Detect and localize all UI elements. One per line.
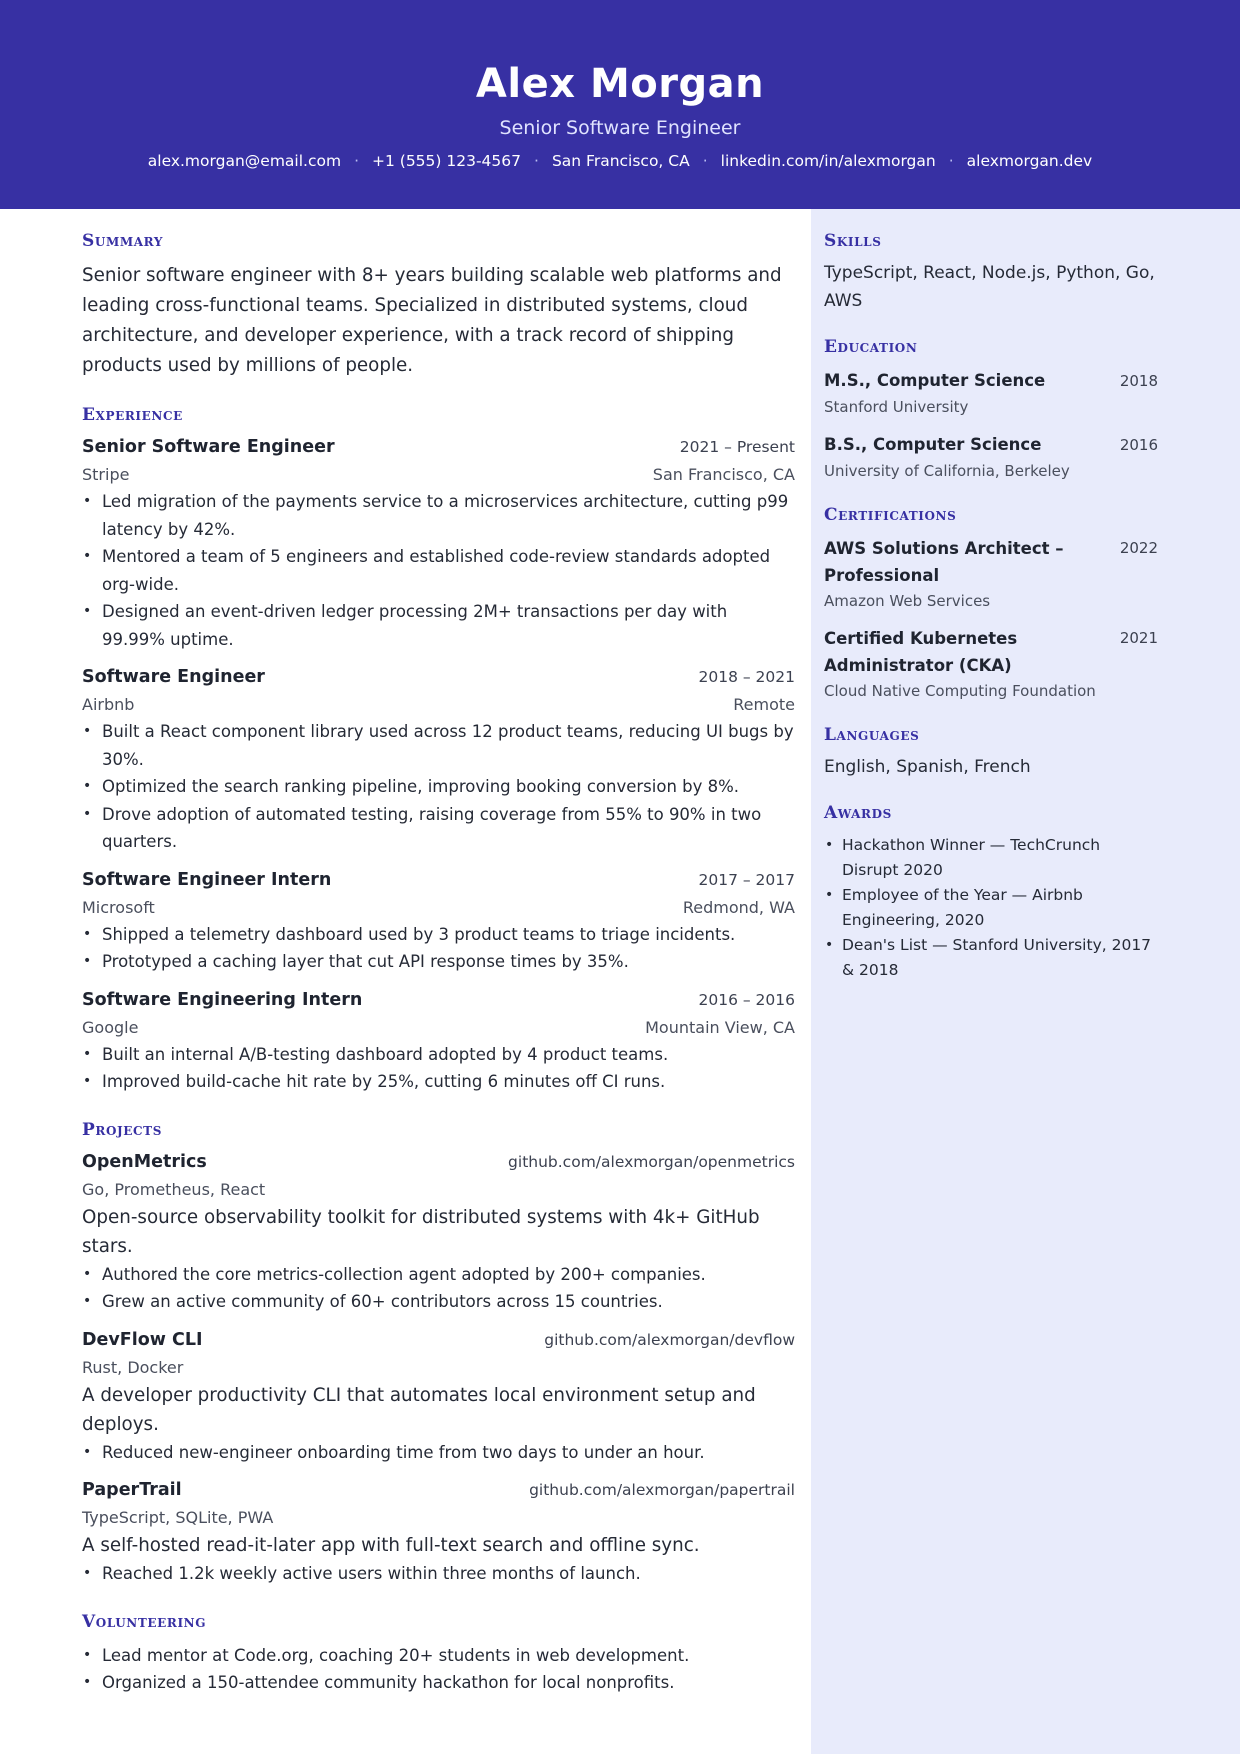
bullet-item: • Mentored a team of 5 engineers and established code-review standards adopted org-wide. (82, 543, 795, 598)
languages-text: English, Spanish, French (824, 757, 1031, 777)
languages-heading: Languages (824, 725, 920, 745)
education-school: Stanford University (824, 398, 969, 416)
job-role: Software Engineer Intern (82, 869, 332, 890)
certification-issuer: Cloud Native Computing Foundation (824, 682, 1096, 700)
job-bullets (82, 718, 795, 856)
award-item: • Employee of the Year — Airbnb Engineering, 2020 (824, 883, 1158, 933)
award-item: • Dean's List — Stanford University, 2017 & 2018 (824, 933, 1158, 983)
education-school: University of California, Berkeley (824, 462, 1070, 480)
separator-dot: · (354, 152, 359, 170)
awards-list (824, 833, 1158, 983)
bullet-item: • Authored the core metrics-collection agent adopted by 200+ companies. (82, 1261, 795, 1289)
contact-linkedin[interactable]: linkedin.com/in/alexmorgan (720, 152, 936, 170)
contact-line (0, 150, 1240, 172)
bullet-item: • Shipped a telemetry dashboard used by 3 product teams to triage incidents. (82, 921, 795, 949)
education-year: 2018 (1119, 372, 1158, 390)
separator-dot: · (948, 152, 954, 170)
bullet-item: • Prototyped a caching layer that cut API response times by 35%. (82, 948, 795, 976)
project-name: DevFlow CLI (82, 1329, 203, 1350)
project-description: A self-hosted read-it-later app with full-text search and offline sync. (82, 1535, 700, 1556)
job-location: San Francisco, CA (652, 465, 795, 484)
certification-name: Certified Kubernetes Administrator (CKA) (824, 629, 1018, 675)
bullet-item: • Grew an active community of 60+ contributors across 15 countries. (82, 1288, 795, 1316)
projects-heading: Projects (82, 1119, 162, 1140)
job-entry (82, 433, 795, 653)
bullet-item: • Drove adoption of automated testing, raising coverage from 55% to 90% in two quarters. (82, 801, 795, 856)
bullet-item: • Built a React component library used across 12 product teams, reducing UI bugs by 30%. (82, 718, 795, 773)
separator-dot: · (702, 152, 708, 170)
bullet-item: • Led migration of the payments service to a microservices architecture, cutting p99 latency by 42%. (82, 488, 795, 543)
education-entry (824, 431, 1158, 483)
project-stack: TypeScript, SQLite, PWA (82, 1508, 274, 1527)
job-company: Microsoft (82, 897, 155, 917)
bullet-item: • Reduced new-engineer onboarding time from two days to under an hour. (82, 1439, 795, 1467)
certification-name: AWS Solutions Architect – Professional (824, 539, 1064, 585)
separator-dot: · (534, 152, 539, 170)
project-entry (82, 1148, 795, 1316)
job-entry (82, 986, 795, 1096)
project-entry (82, 1476, 795, 1588)
sidebar-column (824, 229, 1158, 983)
job-dates: 2017 – 2017 (698, 870, 795, 889)
education-year: 2016 (1119, 436, 1158, 454)
bullet-item: • Lead mentor at Code.org, coaching 20+ students in web development. (82, 1642, 795, 1670)
job-company: Google (82, 1017, 139, 1037)
certification-entry (824, 535, 1158, 613)
main-column (82, 229, 795, 1697)
bullet-item: • Organized a 150-attendee community hackathon for local nonprofits. (82, 1669, 795, 1697)
awards-heading: Awards (824, 803, 892, 823)
job-location: Redmond, WA (682, 897, 795, 917)
certification-year: 2022 (1119, 539, 1158, 557)
project-name: OpenMetrics (82, 1151, 207, 1172)
certification-entry (824, 625, 1158, 703)
job-company: Stripe (82, 465, 130, 484)
job-dates: 2018 – 2021 (698, 668, 795, 686)
project-bullets (82, 1439, 795, 1467)
project-description: Open-source observability toolkit for distributed systems with 4k+ GitHub stars. (82, 1206, 760, 1257)
candidate-name: Alex Morgan (475, 61, 765, 107)
bullet-item: • Designed an event-driven ledger processing 2M+ transactions per day with 99.99% uptime. (82, 598, 795, 653)
project-bullets (82, 1261, 795, 1316)
certifications-heading: Certifications (824, 505, 957, 525)
project-link[interactable]: github.com/alexmorgan/openmetrics (508, 1152, 795, 1171)
contact-location: San Francisco, CA (551, 152, 690, 170)
summary-text: Senior software engineer with 8+ years building scalable web platforms and leading cross-functional teams. Specialized in distributed systems, cloud architecture, and developer experience, with a track record of shipping products used by millions of people. (82, 265, 782, 376)
contact-website[interactable]: alexmorgan.dev (966, 152, 1093, 170)
project-stack: Go, Prometheus, React (82, 1179, 266, 1199)
project-link[interactable]: github.com/alexmorgan/papertrail (529, 1481, 795, 1499)
experience-heading: Experience (82, 405, 183, 425)
job-location: Remote (733, 695, 795, 714)
project-description: A developer productivity CLI that automates local environment setup and deploys. (82, 1384, 756, 1435)
job-dates: 2021 – Present (679, 438, 795, 456)
job-role: Software Engineering Intern (82, 989, 363, 1010)
job-entry (82, 663, 795, 856)
project-entry (82, 1326, 795, 1467)
contact-email[interactable]: alex.morgan@email.com (147, 152, 342, 170)
award-item: • Hackathon Winner — TechCrunch Disrupt 2020 (824, 833, 1158, 883)
job-dates: 2016 – 2016 (698, 990, 795, 1009)
bullet-item: • Improved build-cache hit rate by 25%, cutting 6 minutes off CI runs. (82, 1068, 795, 1096)
job-location: Mountain View, CA (645, 1017, 795, 1037)
skills-text: TypeScript, React, Node.js, Python, Go, AWS (824, 263, 1155, 311)
job-bullets (82, 1041, 795, 1096)
bullet-item: • Built an internal A/B-testing dashboard adopted by 4 product teams. (82, 1041, 795, 1069)
volunteering-bullets (82, 1642, 795, 1697)
project-link[interactable]: github.com/alexmorgan/devflow (544, 1330, 795, 1349)
education-degree: B.S., Computer Science (824, 435, 1042, 454)
bullet-item: • Optimized the search ranking pipeline, improving booking conversion by 8%. (82, 773, 795, 801)
job-bullets (82, 488, 795, 653)
candidate-role: Senior Software Engineer (499, 117, 741, 139)
bullet-item: • Reached 1.2k weekly active users within three months of launch. (82, 1560, 795, 1588)
job-company: Airbnb (82, 695, 135, 714)
certification-issuer: Amazon Web Services (824, 592, 991, 610)
job-role: Software Engineer (82, 667, 265, 687)
resume-header (0, 0, 1240, 209)
summary-heading: Summary (82, 231, 163, 251)
project-stack: Rust, Docker (82, 1357, 184, 1377)
education-heading: Education (824, 337, 918, 357)
job-bullets (82, 921, 795, 976)
certification-year: 2021 (1119, 629, 1158, 647)
education-entry (824, 367, 1158, 419)
volunteering-heading: Volunteering (82, 1611, 207, 1632)
skills-heading: Skills (824, 231, 882, 251)
project-bullets (82, 1560, 795, 1588)
project-name: PaperTrail (82, 1480, 182, 1500)
job-entry (82, 866, 795, 976)
job-role: Senior Software Engineer (82, 437, 335, 457)
contact-phone[interactable]: +1 (555) 123-4567 (372, 152, 522, 170)
education-degree: M.S., Computer Science (824, 371, 1046, 390)
